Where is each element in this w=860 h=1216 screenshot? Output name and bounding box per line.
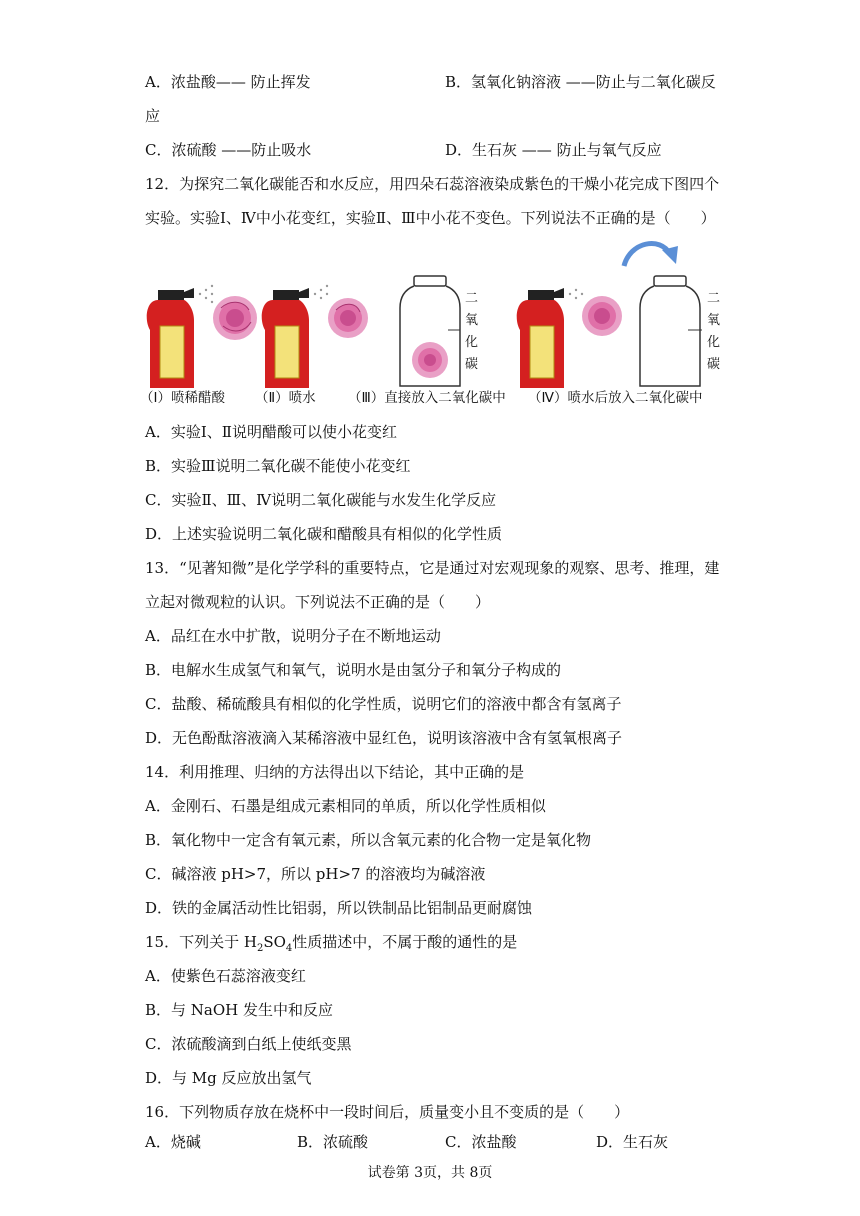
spray-bottle-icon [262, 288, 309, 388]
q15-option-c: C．浓硫酸滴到白纸上使纸变黑 [145, 1035, 352, 1053]
q14-option-b: B．氧化物中一定含有氧元素，所以含氧元素的化合物一定是氧化物 [145, 831, 592, 849]
q13-option-d: D．无色酚酞溶液滴入某稀溶液中显红色，说明该溶液中含有氢氧根离子 [145, 729, 623, 747]
q12-option-c: C．实验Ⅱ、Ⅲ、Ⅳ说明二氧化碳能与水发生化学反应 [145, 491, 497, 509]
q16-option-d: D．生石灰 [596, 1133, 669, 1151]
q15-stem-pre: 15．下列关于 H [145, 933, 257, 951]
q13-option-c: C．盐酸、稀硫酸具有相似的化学性质，说明它们的溶液中都含有氢离子 [145, 695, 622, 713]
flower-icon [213, 296, 257, 340]
q15-stem [145, 932, 517, 959]
q14-option-c: C．碱溶液 pH>7，所以 pH>7 的溶液均为碱溶液 [145, 865, 486, 883]
q12-option-a: A．实验Ⅰ、Ⅱ说明醋酸可以使小花变红 [145, 423, 397, 441]
caption-i: （Ⅰ）喷稀醋酸 [140, 390, 225, 406]
q13-stem-line2: 立起对微观粒的认识。下列说法不正确的是（ ） [145, 593, 491, 611]
jar-label-iii: 二氧化碳 [465, 291, 479, 372]
flower-icon [412, 342, 448, 378]
flower-icon [582, 296, 622, 336]
q12-stem-line2: 实验。实验Ⅰ、Ⅳ中小花变红，实验Ⅱ、Ⅲ中小花不变色。下列说法不正确的是（ ） [145, 209, 716, 227]
q15-sub-4: 4 [285, 943, 293, 954]
q14-option-a: A．金刚石、石墨是组成元素相同的单质，所以化学性质相似 [145, 797, 546, 815]
q15-stem-mid: SO [263, 933, 286, 951]
spray-mist [199, 285, 213, 303]
q15-option-a: A．使紫色石蕊溶液变红 [145, 967, 306, 985]
jar-label-iv: 二氧化碳 [707, 291, 721, 372]
q12-experiment-figure [140, 238, 730, 408]
q13-option-a: A．品红在水中扩散，说明分子在不断地运动 [145, 627, 441, 645]
q11-option-c: C．浓硫酸 ——防止吸水 [145, 141, 312, 159]
spray-bottle-icon [517, 288, 564, 388]
q15-sub-2: 2 [256, 943, 264, 954]
q16-option-c: C．浓盐酸 [445, 1133, 517, 1151]
caption-iv: （Ⅳ）喷水后放入二氧化碳中 [528, 390, 703, 406]
q15-option-d: D．与 Mg 反应放出氢气 [145, 1069, 312, 1087]
q12-option-d: D．上述实验说明二氧化碳和醋酸具有相似的化学性质 [145, 525, 503, 543]
flower-icon [328, 298, 368, 338]
q11-option-d: D．生石灰 —— 防止与氧气反应 [445, 141, 662, 159]
q16-option-b: B．浓硫酸 [297, 1133, 369, 1151]
q16-stem: 16．下列物质存放在烧杯中一段时间后，质量变小且不变质的是（ ） [145, 1103, 630, 1121]
caption-ii: （Ⅱ）喷水 [255, 390, 316, 406]
spray-bottle-icon [147, 288, 194, 388]
q11-option-b: B．氢氧化钠溶液 ——防止与二氧化碳反 [445, 73, 716, 91]
curved-arrow-icon [624, 244, 678, 266]
q15-stem-post: 性质描述中，不属于酸的通性的是 [292, 933, 518, 951]
q11-option-b-continued: 应 [145, 107, 161, 125]
q16-option-a: A．烧碱 [145, 1133, 201, 1151]
page-footer: 试卷第 3页，共 8页 [367, 1165, 493, 1181]
q14-stem: 14．利用推理、归纳的方法得出以下结论，其中正确的是 [145, 763, 525, 781]
q15-option-b: B．与 NaOH 发生中和反应 [145, 1001, 334, 1019]
q13-stem-line1: 13．“见著知微”是化学学科的重要特点，它是通过对宏观现象的观察、思考、推理，建 [145, 559, 720, 577]
caption-iii: （Ⅲ）直接放入二氧化碳中 [348, 390, 506, 406]
q14-option-d: D．铁的金属活动性比铝弱，所以铁制品比铝制品更耐腐蚀 [145, 899, 533, 917]
gas-jar-icon [640, 276, 700, 386]
q13-option-b: B．电解水生成氢气和氧气，说明水是由氢分子和氧分子构成的 [145, 661, 562, 679]
q12-option-b: B．实验Ⅲ说明二氧化碳不能使小花变红 [145, 457, 411, 475]
q12-stem-line1: 12．为探究二氧化碳能否和水反应，用四朵石蕊溶液染成紫色的干燥小花完成下图四个 [145, 175, 720, 193]
q11-option-a: A．浓盐酸—— 防止挥发 [145, 73, 311, 91]
experiment-illustration [140, 238, 730, 388]
